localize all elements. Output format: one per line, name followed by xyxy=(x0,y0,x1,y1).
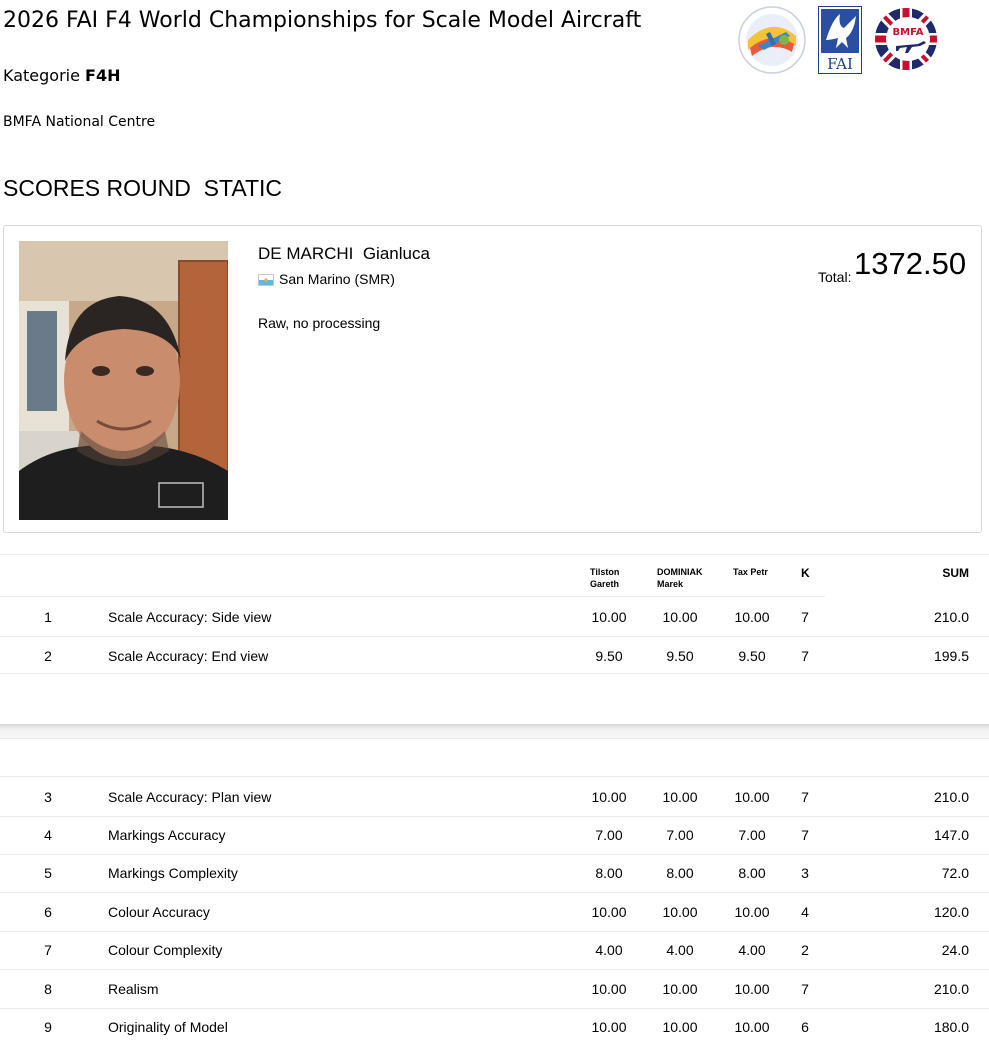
table-divider xyxy=(0,596,825,597)
total-score: 1372.50 xyxy=(854,246,967,281)
san-marino-flag-icon xyxy=(258,274,274,286)
judge-3-first-line: Tax Petr xyxy=(733,567,768,577)
table-divider xyxy=(0,673,989,674)
row-sum: 210.0 xyxy=(933,981,969,997)
table-divider xyxy=(0,776,989,777)
judge-2-second-line: Marek xyxy=(657,579,684,589)
judge-1-score: 9.50 xyxy=(595,648,623,664)
criterion-name: Scale Accuracy: End view xyxy=(108,648,269,664)
row-number: 9 xyxy=(44,1019,52,1035)
row-number: 8 xyxy=(44,981,52,997)
judge-1-score: 7.00 xyxy=(595,827,623,843)
judge-2-score: 10.00 xyxy=(662,609,698,625)
k-factor-header: K xyxy=(801,566,810,580)
category-label: Kategorie xyxy=(3,66,80,85)
criterion-name: Originality of Model xyxy=(108,1019,228,1035)
k-factor: 2 xyxy=(801,942,809,958)
table-divider xyxy=(0,738,989,739)
k-factor: 7 xyxy=(801,648,809,664)
row-number: 1 xyxy=(44,609,52,625)
row-divider xyxy=(0,854,989,855)
judge-2-score: 10.00 xyxy=(662,789,698,805)
judge-1-score: 10.00 xyxy=(591,789,627,805)
judge-3-score: 10.00 xyxy=(734,609,770,625)
judge-3-score: 10.00 xyxy=(734,904,770,920)
judge-1-score: 10.00 xyxy=(591,904,627,920)
bmfa-logo xyxy=(874,6,938,72)
judge-3-score: 10.00 xyxy=(734,981,770,997)
sum-header: SUM xyxy=(942,566,969,580)
row-divider xyxy=(0,969,989,970)
judge-3-score: 9.50 xyxy=(738,648,766,664)
k-factor: 7 xyxy=(801,827,809,843)
row-number: 3 xyxy=(44,789,52,805)
row-sum: 147.0 xyxy=(933,827,969,843)
page-title: 2026 FAI F4 World Championships for Scale Model Aircraft xyxy=(3,8,642,33)
row-number: 7 xyxy=(44,942,52,958)
judge-3-score: 8.00 xyxy=(738,865,766,881)
judge-3-score: 7.00 xyxy=(738,827,766,843)
judge-1-score: 8.00 xyxy=(595,865,623,881)
judge-2-score: 4.00 xyxy=(666,942,694,958)
judge-header-1 xyxy=(590,566,619,590)
criterion-name: Markings Complexity xyxy=(108,865,238,881)
judge-1-score: 4.00 xyxy=(595,942,623,958)
section-break xyxy=(0,724,989,738)
criterion-name: Scale Accuracy: Side view xyxy=(108,609,272,625)
k-factor: 7 xyxy=(801,789,809,805)
row-divider xyxy=(0,931,989,932)
row-divider xyxy=(0,892,989,893)
criterion-name: Colour Complexity xyxy=(108,942,223,958)
judge-2-first-line: DOMINIAK xyxy=(657,567,703,577)
world-championships-logo xyxy=(738,6,806,74)
judge-3-score: 10.00 xyxy=(734,789,770,805)
fai-logo-text: FAI xyxy=(827,55,853,73)
row-divider xyxy=(0,636,989,637)
judge-1-second-line: Gareth xyxy=(590,579,620,589)
k-factor: 6 xyxy=(801,1019,809,1035)
judge-2-score: 8.00 xyxy=(666,865,694,881)
country-label: San Marino (SMR) xyxy=(279,271,395,287)
pilot-name: DE MARCHI Gianluca xyxy=(258,244,430,263)
row-number: 5 xyxy=(44,865,52,881)
judge-header-2 xyxy=(657,566,703,590)
photo-note: Raw, no processing xyxy=(258,315,381,331)
judge-1-first-line: Tilston xyxy=(590,567,620,577)
judge-1-score: 10.00 xyxy=(591,981,627,997)
row-divider xyxy=(0,816,989,817)
venue-label: BMFA National Centre xyxy=(3,114,156,130)
k-factor: 7 xyxy=(801,981,809,997)
row-sum: 72.0 xyxy=(941,865,969,881)
judge-3-score: 4.00 xyxy=(738,942,766,958)
judge-2-score: 10.00 xyxy=(662,904,698,920)
pilot-photo xyxy=(19,241,228,520)
row-sum: 180.0 xyxy=(933,1019,969,1035)
table-divider xyxy=(0,554,989,555)
k-factor: 3 xyxy=(801,865,809,881)
pilot-card xyxy=(3,225,982,533)
row-sum: 210.0 xyxy=(933,609,969,625)
judge-2-score: 7.00 xyxy=(666,827,694,843)
judge-2-score: 10.00 xyxy=(662,1019,698,1035)
row-sum: 210.0 xyxy=(933,789,969,805)
k-factor: 4 xyxy=(801,904,809,920)
judge-2-score: 10.00 xyxy=(662,981,698,997)
row-divider xyxy=(0,1008,989,1009)
fai-logo xyxy=(818,6,862,74)
category-value: F4H xyxy=(85,66,121,85)
bmfa-logo-text: BMFA xyxy=(892,27,924,38)
row-number: 4 xyxy=(44,827,52,843)
judge-3-score: 10.00 xyxy=(734,1019,770,1035)
k-factor: 7 xyxy=(801,609,809,625)
row-sum: 120.0 xyxy=(933,904,969,920)
row-number: 2 xyxy=(44,648,52,664)
criterion-name: Realism xyxy=(108,981,159,997)
judge-2-score: 9.50 xyxy=(666,648,694,664)
row-sum: 199.5 xyxy=(933,648,969,664)
row-sum: 24.0 xyxy=(941,942,969,958)
criterion-name: Scale Accuracy: Plan view xyxy=(108,789,272,805)
criterion-name: Markings Accuracy xyxy=(108,827,226,843)
judge-header-3 xyxy=(733,566,768,578)
row-number: 6 xyxy=(44,904,52,920)
criterion-name: Colour Accuracy xyxy=(108,904,210,920)
round-title: SCORES ROUND STATIC xyxy=(3,175,282,201)
judge-1-score: 10.00 xyxy=(591,609,627,625)
category-line xyxy=(3,66,121,85)
total-label: Total: xyxy=(818,269,852,285)
judge-1-score: 10.00 xyxy=(591,1019,627,1035)
